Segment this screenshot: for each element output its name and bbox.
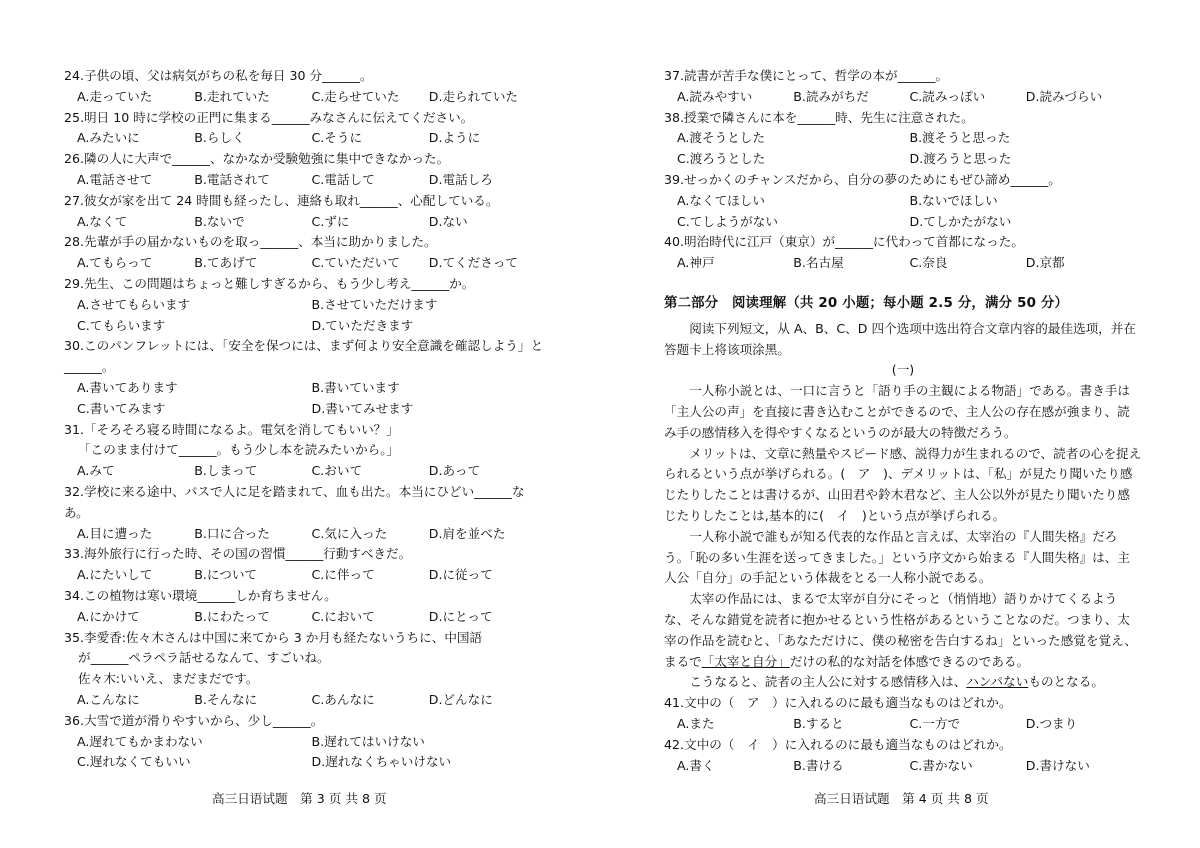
- q35-stem: 35.李愛香:佐々木さんは中国に来てから 3 か月も経たないうちに、中国語: [64, 629, 483, 645]
- option-c: C.書いてみます: [77, 400, 166, 416]
- option-c: C.渡ろうとした: [677, 151, 766, 167]
- passage-label: (一): [891, 362, 915, 378]
- option-a: A.読みやすい: [677, 88, 753, 104]
- option-d: D.てしかたがない: [909, 213, 1012, 229]
- q34-options: [64, 607, 546, 628]
- q41-stem: 41.文中の（ ア ）に入れるのに最も適当なものはどれか。: [664, 695, 1012, 711]
- q39-stem: 39.せっかくのチャンスだから、自分の夢のためにもぜひ諦め______。: [664, 171, 1061, 187]
- q36-stem: 36.大雪で道が滑りやすいから、少し______。: [64, 712, 324, 728]
- option-b: B.について: [194, 567, 258, 583]
- page-footer-left: 高三日语试题 第 3 页 共 8 页: [212, 791, 387, 806]
- q25-options: [64, 128, 546, 149]
- underlined-phrase: ハンパない: [966, 674, 1029, 690]
- option-d: D.書けない: [1025, 757, 1090, 773]
- option-a: A.みて: [77, 463, 115, 479]
- q31-options: [64, 461, 546, 482]
- q37-options: [664, 87, 1142, 108]
- q40-stem: 40.明治時代に江戸（東京）が______に代わって首都になった。: [664, 234, 1024, 250]
- q41-options: [664, 714, 1142, 735]
- option-d: D.書いてみせます: [311, 400, 414, 416]
- q29-stem: 29.先生、この問題はちょっと難しすぎるから、もう少し考え______か。: [64, 275, 475, 291]
- option-c: C.てしようがない: [677, 213, 778, 229]
- p4-text-a: 太宰の作品には、まるで太宰が自分にそっと（悄悄地）語りかけてくるような、そんな錯覚を読者に抱かせるという性格があるということなのだ。つまり、太宰の作品を読むと、「あなただけに、僕の秘密を告白するね」といった感覚を覚え、まるで: [664, 591, 1138, 669]
- option-b: B.にわたって: [194, 608, 270, 624]
- p5-text-b: ものとなる。: [1028, 674, 1104, 690]
- q31-stem-reply: 「このまま付けて______。もう少し本を読みたいから。」: [78, 442, 400, 458]
- option-c: C.において: [311, 608, 375, 624]
- option-b: B.そんなに: [194, 691, 258, 707]
- option-c: C.気に入った: [311, 525, 388, 541]
- option-c: C.てもらいます: [77, 317, 166, 333]
- q31-stem: 31.「そろそろ寝る時間になるよ。電気を消してもいい？」: [64, 421, 399, 437]
- option-b: B.書いています: [311, 379, 400, 395]
- option-d: D.にとって: [428, 608, 493, 624]
- option-a: A.渡そうとした: [677, 130, 765, 146]
- q35-options: [64, 690, 546, 711]
- option-d: D.ように: [428, 130, 481, 146]
- option-c: C.一方で: [909, 715, 961, 731]
- option-c: C.そうに: [311, 130, 363, 146]
- option-c: C.奈良: [909, 255, 948, 271]
- option-c: C.遅れなくてもいい: [77, 754, 191, 770]
- option-d: D.つまり: [1025, 715, 1078, 731]
- passage-paragraph-1: 一人称小説とは、一口に言うと「語り手の主観による物語」である。書き手は「主人公の声」を直接に書き込むことができるので、主人公の存在感が強まり、読み手の感情移入を得やすくなるというのが最大の特徴だろう。: [664, 383, 1130, 440]
- option-a: A.目に遭った: [77, 525, 153, 541]
- option-c: C.書かない: [909, 757, 973, 773]
- q30-options-row1: [64, 378, 546, 399]
- option-d: D.ない: [428, 213, 468, 229]
- option-c: C.走らせていた: [311, 88, 400, 104]
- option-d: D.に従って: [428, 567, 493, 583]
- left-page: [64, 66, 546, 773]
- q30-stem: 30.このパンフレットには、「安全を保つには、まず何より安全意識を確認しよう」と______。: [64, 338, 544, 375]
- q28-stem: 28.先輩が手の届かないものを取っ______、本当に助かりました。: [64, 234, 437, 250]
- option-c: C.おいて: [311, 463, 363, 479]
- option-c: C.電話して: [311, 171, 375, 187]
- option-a: A.させてもらいます: [77, 296, 191, 312]
- q33-options: [64, 565, 546, 586]
- q24-stem: 24.子供の頃、父は病気がちの私を毎日 30 分______。: [64, 68, 373, 83]
- option-b: B.らしく: [194, 130, 245, 146]
- option-b: B.しまって: [194, 463, 258, 479]
- q29-options-row1: [64, 295, 546, 316]
- q33-stem: 33.海外旅行に行った時、その国の習慣______行動すべきだ。: [64, 546, 412, 562]
- option-d: D.電話しろ: [428, 171, 493, 187]
- q39-options-row1: [664, 191, 1142, 212]
- option-d: D.どんなに: [428, 691, 493, 707]
- option-b: B.てあげて: [194, 255, 258, 271]
- option-a: A.書いてあります: [77, 379, 178, 395]
- q35-stem-cont: が______ペラペラ話せるなんて、すごいね。: [78, 650, 330, 666]
- q40-options: [664, 253, 1142, 274]
- option-c: C.読みっぽい: [909, 88, 986, 104]
- option-d: D.渡ろうと思った: [909, 151, 1012, 167]
- p5-text-a: こうなると、読者の主人公に対する感情移入は、: [689, 674, 967, 690]
- option-c: C.ずに: [311, 213, 350, 229]
- passage-paragraph-4: [664, 589, 1142, 672]
- option-d: D.あって: [428, 463, 481, 479]
- q32-stem: 32.学校に来る途中、バスで人に足を踏まれて、血も出た。本当にひどい______なあ。: [64, 483, 525, 520]
- option-b: B.名古屋: [793, 255, 844, 271]
- option-a: A.また: [677, 715, 715, 731]
- right-page: [664, 66, 1142, 776]
- q38-stem: 38.授業で隣さんに本を______時、先生に注意された。: [664, 109, 974, 125]
- underlined-phrase: 「太宰と自分」: [701, 653, 790, 669]
- option-d: D.てくださって: [428, 255, 519, 271]
- option-c: C.あんなに: [311, 691, 375, 707]
- q42-options: [664, 756, 1142, 777]
- instruction: 阅读下列短文，从 A、B、C、D 四个选项中选出符合文章内容的最佳选项，并在答题卡上将该项涂黑。: [664, 320, 1136, 357]
- q28-options: [64, 253, 546, 274]
- option-b: B.読みがちだ: [793, 88, 869, 104]
- option-c: C.ていただいて: [311, 255, 400, 271]
- option-a: A.書く: [677, 757, 715, 773]
- option-b: B.ないで: [194, 213, 245, 229]
- option-a: A.みたいに: [77, 130, 140, 146]
- passage-paragraph-3: 一人称小説で誰もが知る代表的な作品と言えば、太宰治の『人間失格』だろう。「恥の多い生涯を送ってきました。」という序文から始まる『人間失格』は、主人公「自分」の手記という体裁をとる一人称小説である。: [664, 528, 1130, 586]
- q29-options-row2: [64, 316, 546, 337]
- option-b: B.渡そうと思った: [909, 130, 1011, 146]
- option-d: D.走られていた: [428, 88, 519, 104]
- option-b: B.すると: [793, 715, 844, 731]
- option-b: B.口に合った: [194, 525, 270, 541]
- option-a: A.神戸: [677, 255, 715, 271]
- q42-stem: 42.文中の（ イ ）に入れるのに最も適当なものはどれか。: [664, 736, 1012, 752]
- q24-options: [64, 87, 546, 108]
- p4-text-b: だけの私的な対話を体感できるのである。: [789, 653, 1030, 669]
- q36-options-row2: [64, 752, 546, 773]
- q25-stem: 25.明日 10 時に学校の正門に集まる______みなさんに伝えてください。: [64, 109, 474, 125]
- option-b: B.走れていた: [194, 88, 270, 104]
- q27-stem: 27.彼女が家を出て 24 時間も経ったし、連絡も取れ______、心配している。: [64, 192, 499, 208]
- option-b: B.電話されて: [194, 171, 270, 187]
- passage-paragraph-2: メリットは、文章に熱量やスピード感、説得力が生まれるので、読者の心を捉えられるという点が挙げられる。( ア )、デメリットは、「私」が見たり聞いたり感じたりしたことは書けるが、山田君や鈴木君など、主人公以外が見たり聞いたり感じたりしたことは,基本的に( イ )という点が挙げられる。: [664, 445, 1142, 523]
- option-b: B.書ける: [793, 757, 844, 773]
- option-a: A.なくて: [77, 213, 128, 229]
- q37-stem: 37.読書が苦手な僕にとって、哲学の本が______。: [664, 68, 948, 83]
- q32-options: [64, 524, 546, 545]
- option-a: A.てもらって: [77, 255, 153, 271]
- option-a: A.なくてほしい: [677, 192, 765, 208]
- option-d: D.ていただきます: [311, 317, 414, 333]
- q35-stem-reply: 佐々木:いいえ、まだまだです。: [78, 671, 259, 687]
- q26-options: [64, 170, 546, 191]
- option-c: C.に伴って: [311, 567, 375, 583]
- q27-options: [64, 212, 546, 233]
- q38-options-row2: [664, 149, 1142, 170]
- option-a: A.にかけて: [77, 608, 140, 624]
- q34-stem: 34.この植物は寒い環境______しか育ちません。: [64, 587, 337, 603]
- option-a: A.電話させて: [77, 171, 153, 187]
- option-a: A.走っていた: [77, 88, 153, 104]
- option-b: B.させていただけます: [311, 296, 438, 312]
- passage-paragraph-5: [664, 672, 1142, 693]
- option-a: A.こんなに: [77, 691, 140, 707]
- option-d: D.遅れなくちゃいけない: [311, 754, 452, 770]
- option-b: B.遅れてはいけない: [311, 733, 425, 749]
- section-title: 第二部分 阅读理解（共 20 小题；每小题 2.5 分，满分 50 分）: [664, 295, 1069, 311]
- option-a: A.遅れてもかまわない: [77, 733, 203, 749]
- q26-stem: 26.隣の人に大声で______、なかなか受験勉強に集中できなかった。: [64, 151, 450, 167]
- option-d: D.読みづらい: [1025, 88, 1103, 104]
- option-d: D.京都: [1025, 255, 1065, 271]
- q30-options-row2: [64, 399, 546, 420]
- q38-options-row1: [664, 128, 1142, 149]
- q39-options-row2: [664, 212, 1142, 233]
- q36-options-row1: [64, 732, 546, 753]
- option-d: D.肩を並べた: [428, 525, 506, 541]
- option-a: A.にたいして: [77, 567, 153, 583]
- option-b: B.ないでほしい: [909, 192, 998, 208]
- page-footer-right: 高三日语试题 第 4 页 共 8 页: [814, 791, 989, 806]
